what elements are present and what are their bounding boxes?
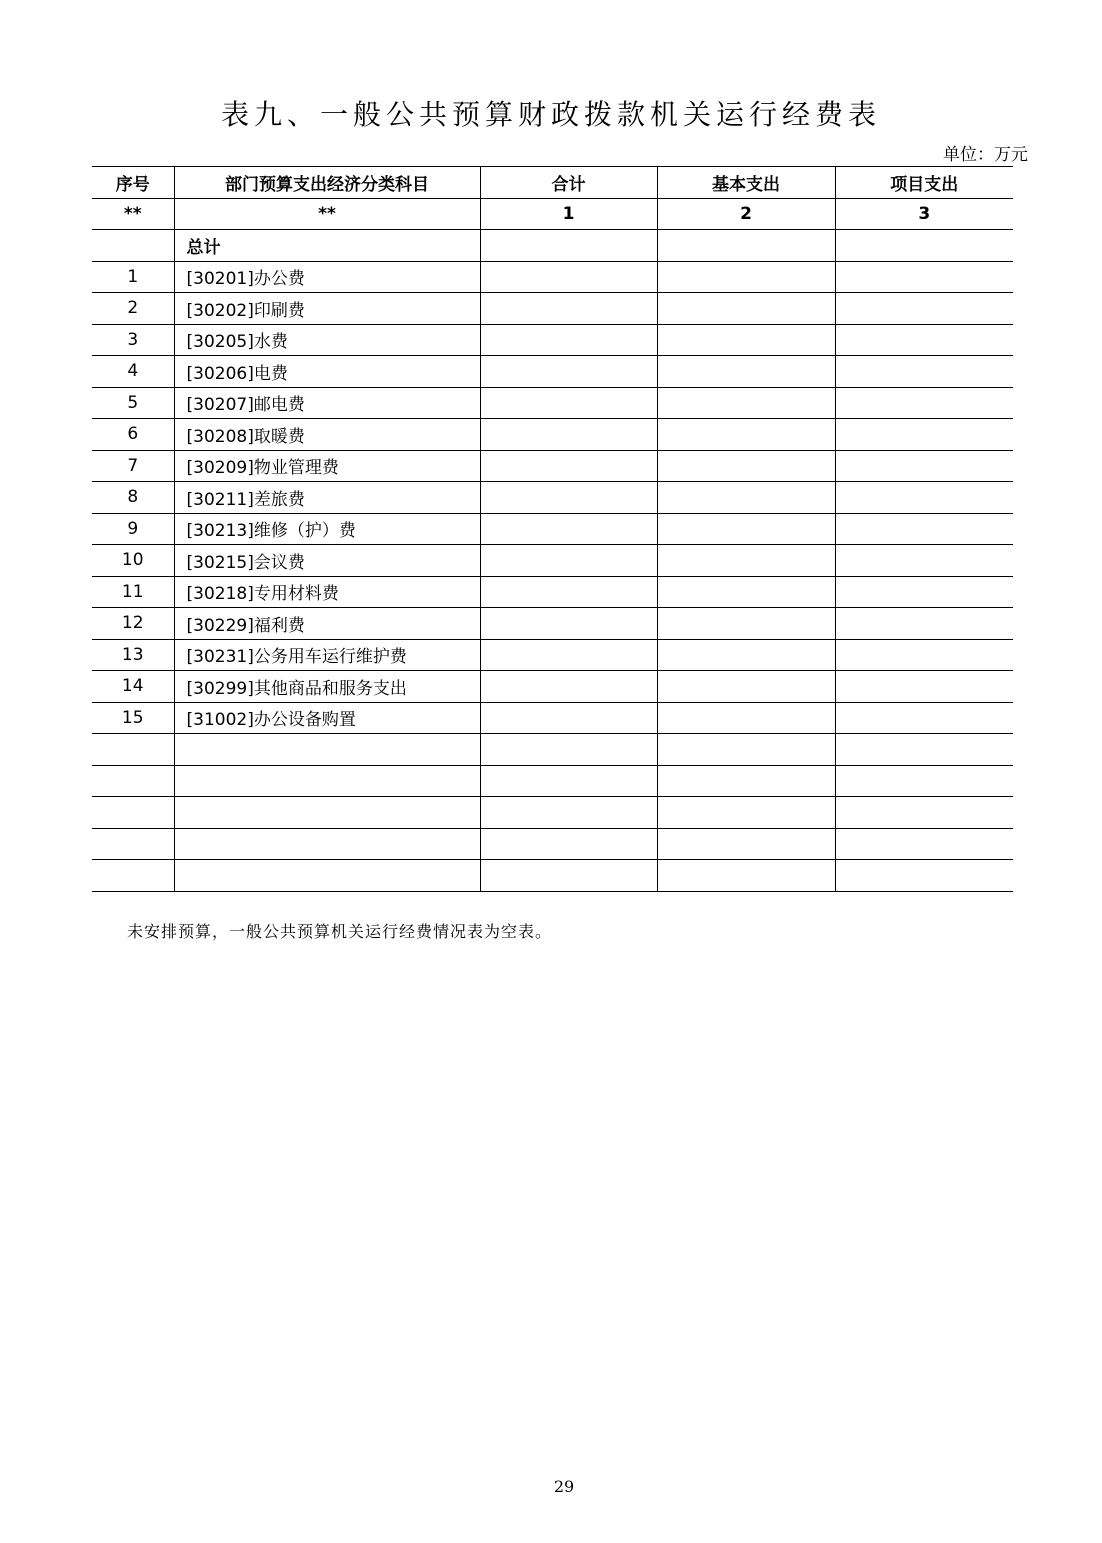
header-basic: 基本支出 bbox=[657, 167, 835, 199]
table-row bbox=[92, 387, 1013, 419]
row-seq: 12 bbox=[92, 608, 174, 640]
row-category: [30215]会议费 bbox=[174, 545, 480, 577]
row-basic bbox=[657, 293, 835, 325]
table-total-row bbox=[92, 230, 1013, 262]
table-index-row bbox=[92, 198, 1013, 230]
row-category: [30202]印刷费 bbox=[174, 293, 480, 325]
row-basic bbox=[657, 482, 835, 514]
row-total bbox=[480, 576, 657, 608]
row-total bbox=[480, 419, 657, 451]
empty-cell bbox=[657, 828, 835, 860]
footnote: 未安排预算，一般公共预算机关运行经费情况表为空表。 bbox=[127, 922, 553, 941]
row-project bbox=[835, 387, 1013, 419]
table-row bbox=[92, 513, 1013, 545]
row-basic bbox=[657, 702, 835, 734]
empty-cell bbox=[657, 797, 835, 829]
row-category: [30205]水费 bbox=[174, 324, 480, 356]
row-total bbox=[480, 671, 657, 703]
table-header-row bbox=[92, 167, 1013, 199]
row-category: [30206]电费 bbox=[174, 356, 480, 388]
row-seq: 1 bbox=[92, 261, 174, 293]
row-category: [30299]其他商品和服务支出 bbox=[174, 671, 480, 703]
table-row-empty bbox=[92, 797, 1013, 829]
empty-cell bbox=[92, 765, 174, 797]
row-category: [30201]办公费 bbox=[174, 261, 480, 293]
budget-table bbox=[92, 166, 1013, 892]
row-category: [30213]维修（护）费 bbox=[174, 513, 480, 545]
row-basic bbox=[657, 671, 835, 703]
row-category: [30218]专用材料费 bbox=[174, 576, 480, 608]
table-row bbox=[92, 639, 1013, 671]
row-total bbox=[480, 450, 657, 482]
row-seq: 8 bbox=[92, 482, 174, 514]
row-total bbox=[480, 324, 657, 356]
index-project: 3 bbox=[835, 198, 1013, 230]
table-row bbox=[92, 482, 1013, 514]
empty-cell bbox=[480, 734, 657, 766]
empty-cell bbox=[657, 860, 835, 892]
table-row bbox=[92, 545, 1013, 577]
row-project bbox=[835, 356, 1013, 388]
row-basic bbox=[657, 261, 835, 293]
row-project bbox=[835, 482, 1013, 514]
row-project bbox=[835, 702, 1013, 734]
row-basic bbox=[657, 324, 835, 356]
row-project bbox=[835, 419, 1013, 451]
total-sum bbox=[480, 230, 657, 262]
row-basic bbox=[657, 639, 835, 671]
empty-cell bbox=[835, 828, 1013, 860]
table-row-empty bbox=[92, 734, 1013, 766]
row-seq: 4 bbox=[92, 356, 174, 388]
row-project bbox=[835, 576, 1013, 608]
row-project bbox=[835, 261, 1013, 293]
page-number: 29 bbox=[553, 1477, 575, 1496]
row-basic bbox=[657, 608, 835, 640]
row-category: [30231]公务用车运行维护费 bbox=[174, 639, 480, 671]
empty-cell bbox=[92, 797, 174, 829]
empty-cell bbox=[835, 765, 1013, 797]
table-row-empty bbox=[92, 828, 1013, 860]
table-row-empty bbox=[92, 765, 1013, 797]
total-seq bbox=[92, 230, 174, 262]
row-project bbox=[835, 324, 1013, 356]
table-row bbox=[92, 450, 1013, 482]
row-seq: 13 bbox=[92, 639, 174, 671]
header-category: 部门预算支出经济分类科目 bbox=[174, 167, 480, 199]
page-title: 表九、一般公共预算财政拨款机关运行经费表 bbox=[220, 98, 881, 131]
empty-cell bbox=[174, 828, 480, 860]
row-project bbox=[835, 639, 1013, 671]
row-total bbox=[480, 261, 657, 293]
empty-cell bbox=[174, 860, 480, 892]
empty-cell bbox=[92, 860, 174, 892]
row-project bbox=[835, 608, 1013, 640]
row-total bbox=[480, 639, 657, 671]
row-basic bbox=[657, 356, 835, 388]
table-row bbox=[92, 576, 1013, 608]
total-project bbox=[835, 230, 1013, 262]
row-category: [31002]办公设备购置 bbox=[174, 702, 480, 734]
row-seq: 6 bbox=[92, 419, 174, 451]
index-total: 1 bbox=[480, 198, 657, 230]
row-total bbox=[480, 387, 657, 419]
index-seq: ** bbox=[92, 198, 174, 230]
row-project bbox=[835, 293, 1013, 325]
empty-cell bbox=[657, 765, 835, 797]
row-total bbox=[480, 702, 657, 734]
table-row-empty bbox=[92, 860, 1013, 892]
row-project bbox=[835, 545, 1013, 577]
empty-cell bbox=[174, 765, 480, 797]
row-seq: 5 bbox=[92, 387, 174, 419]
empty-cell bbox=[657, 734, 835, 766]
row-category: [30229]福利费 bbox=[174, 608, 480, 640]
row-total bbox=[480, 356, 657, 388]
row-project bbox=[835, 450, 1013, 482]
empty-cell bbox=[174, 797, 480, 829]
table-row bbox=[92, 293, 1013, 325]
row-total bbox=[480, 513, 657, 545]
empty-cell bbox=[480, 765, 657, 797]
table-row bbox=[92, 608, 1013, 640]
table-row bbox=[92, 324, 1013, 356]
row-basic bbox=[657, 450, 835, 482]
row-total bbox=[480, 293, 657, 325]
row-basic bbox=[657, 545, 835, 577]
header-project: 项目支出 bbox=[835, 167, 1013, 199]
header-seq: 序号 bbox=[92, 167, 174, 199]
row-category: [30211]差旅费 bbox=[174, 482, 480, 514]
row-total bbox=[480, 482, 657, 514]
row-seq: 15 bbox=[92, 702, 174, 734]
row-seq: 2 bbox=[92, 293, 174, 325]
total-basic bbox=[657, 230, 835, 262]
table-row bbox=[92, 261, 1013, 293]
table-row bbox=[92, 671, 1013, 703]
row-seq: 3 bbox=[92, 324, 174, 356]
empty-cell bbox=[480, 828, 657, 860]
row-basic bbox=[657, 513, 835, 545]
table-row bbox=[92, 356, 1013, 388]
header-total: 合计 bbox=[480, 167, 657, 199]
empty-cell bbox=[92, 734, 174, 766]
row-total bbox=[480, 545, 657, 577]
unit-label: 单位：万元 bbox=[943, 145, 1028, 165]
empty-cell bbox=[480, 860, 657, 892]
row-seq: 10 bbox=[92, 545, 174, 577]
table-row bbox=[92, 419, 1013, 451]
index-basic: 2 bbox=[657, 198, 835, 230]
row-basic bbox=[657, 387, 835, 419]
row-total bbox=[480, 608, 657, 640]
empty-cell bbox=[174, 734, 480, 766]
total-label: 总计 bbox=[174, 230, 480, 262]
row-category: [30208]取暖费 bbox=[174, 419, 480, 451]
empty-cell bbox=[92, 828, 174, 860]
empty-cell bbox=[835, 734, 1013, 766]
row-project bbox=[835, 513, 1013, 545]
row-basic bbox=[657, 419, 835, 451]
row-category: [30207]邮电费 bbox=[174, 387, 480, 419]
index-category: ** bbox=[174, 198, 480, 230]
row-seq: 14 bbox=[92, 671, 174, 703]
empty-cell bbox=[480, 797, 657, 829]
row-basic bbox=[657, 576, 835, 608]
row-project bbox=[835, 671, 1013, 703]
table-row bbox=[92, 702, 1013, 734]
empty-cell bbox=[835, 797, 1013, 829]
empty-cell bbox=[835, 860, 1013, 892]
row-seq: 7 bbox=[92, 450, 174, 482]
row-seq: 11 bbox=[92, 576, 174, 608]
row-seq: 9 bbox=[92, 513, 174, 545]
row-category: [30209]物业管理费 bbox=[174, 450, 480, 482]
